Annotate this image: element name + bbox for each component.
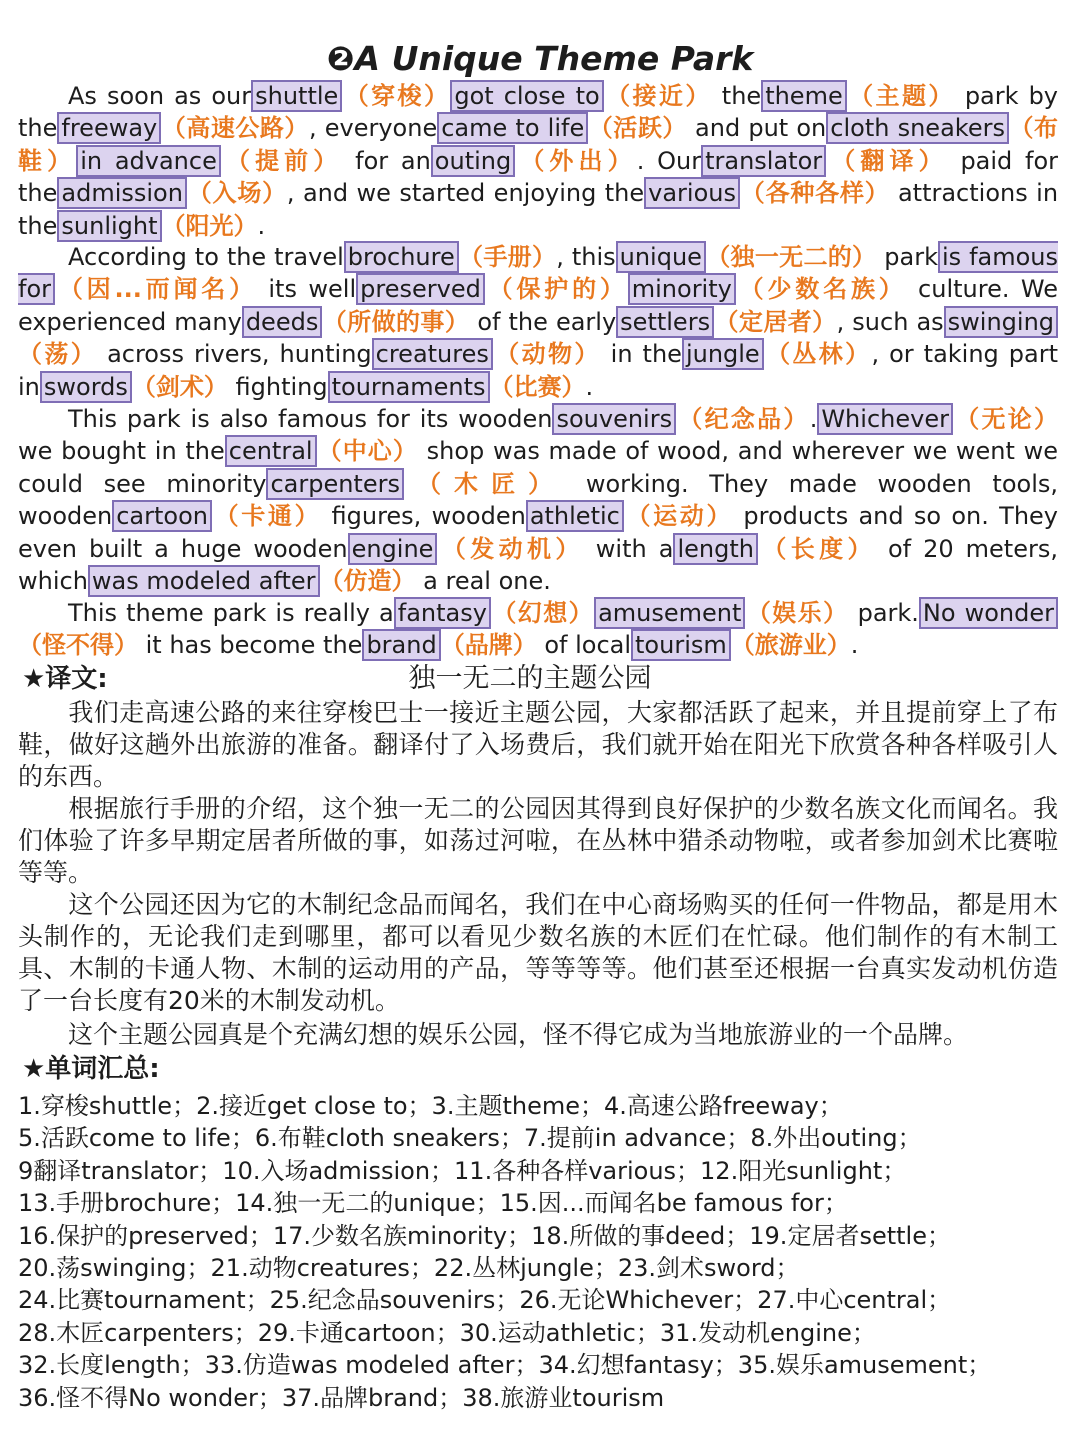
keyword-highlight: tourism <box>631 629 731 661</box>
chinese-gloss: （运动） <box>623 502 734 531</box>
chinese-gloss: （无论） <box>952 405 1059 433</box>
chinese-gloss: （剑术） <box>131 372 228 401</box>
translation-paragraph-1: 我们走高速公路的来往穿梭巴士一接近主题公园，大家都活跃了起来，并且提前穿上了布鞋，做好这趟外出旅游的准备。翻译付了入场费后，我们就开始在阳光下欣赏各种各样吸引人的东西。 <box>18 698 1058 791</box>
chinese-gloss: （娱乐） <box>745 599 849 627</box>
keyword-highlight: carpenters <box>266 468 404 500</box>
passage-text: fighting <box>227 372 328 401</box>
passage-text: As soon as our <box>68 82 252 110</box>
chinese-gloss: （活跃） <box>588 114 687 143</box>
vocab-line: 24.比赛tournament；25.纪念品souvenirs；26.无论Whichever；27.中心central； <box>18 1286 952 1315</box>
keyword-highlight: shuttle <box>251 80 342 112</box>
chinese-gloss: （布鞋） <box>18 114 1059 175</box>
chinese-gloss: （提前） <box>220 146 343 175</box>
vocab-line: 36.怪不得No wonder；37.品牌brand；38.旅游业tourism <box>18 1383 665 1412</box>
keyword-highlight: swords <box>40 371 132 403</box>
passage-text: park. <box>848 599 919 627</box>
chinese-gloss: （纪念品） <box>676 405 810 433</box>
chinese-gloss: （幻想） <box>490 599 595 627</box>
passage-text: its well <box>256 275 357 304</box>
passage-title: ❷A Unique Theme Park <box>326 39 754 78</box>
chinese-gloss: （发动机） <box>437 534 584 563</box>
passage-text: . <box>585 372 594 401</box>
passage-paragraph-1 <box>18 80 1058 242</box>
passage-text: . <box>809 405 818 433</box>
keyword-highlight: was modeled after <box>88 565 320 597</box>
keyword-highlight: length <box>673 533 758 565</box>
keyword-highlight: settlers <box>616 306 714 338</box>
chinese-gloss: （手册） <box>458 243 557 271</box>
chinese-gloss: （入场） <box>186 179 287 208</box>
keyword-highlight: freeway <box>57 112 161 144</box>
passage-text: This theme park is really a <box>68 599 394 627</box>
keyword-highlight: brand <box>362 629 440 661</box>
translation-heading: ★译文: <box>22 664 108 694</box>
passage-text: across rivers, hunting <box>97 340 372 369</box>
translation-paragraph-4: 这个主题公园真是个充满幻想的娱乐公园，怪不得它成为当地旅游业的一个品牌。 <box>68 1020 969 1049</box>
translation-title: 独一无二的主题公园 <box>408 663 652 694</box>
passage-text: for an <box>342 146 431 175</box>
keyword-highlight: translator <box>701 145 826 177</box>
vocab-list <box>18 1090 1068 1414</box>
chinese-gloss: （中心） <box>316 437 418 466</box>
passage-text: working. They made wooden tools, wooden <box>18 469 1059 531</box>
vocab-line: 13.手册brochure；14.独一无二的unique；15.因...而闻名be famous for； <box>18 1189 848 1218</box>
passage-paragraph-3 <box>18 403 1058 597</box>
vocab-line: 1.穿梭shuttle；2.接近get close to；3.主题theme；4.高速公路freeway； <box>18 1092 843 1120</box>
chinese-gloss: （定居者） <box>714 307 837 336</box>
keyword-highlight: admission <box>57 177 187 209</box>
keyword-highlight: brochure <box>344 241 459 273</box>
keyword-highlight: minority <box>628 273 736 305</box>
keyword-highlight: preserved <box>356 273 485 305</box>
chinese-gloss: （阳光） <box>161 211 258 240</box>
passage-text: and put on <box>686 114 827 143</box>
passage-text: the <box>711 82 762 110</box>
keyword-highlight: outing <box>431 145 515 177</box>
chinese-gloss: （翻译） <box>826 146 948 175</box>
passage-text: in the <box>600 340 682 369</box>
passage-text: products and so on. They even built a huge wooden <box>18 502 1059 563</box>
chinese-gloss: （接近） <box>603 82 712 110</box>
passage-text: paid for the <box>18 146 1059 208</box>
keyword-highlight: amusement <box>594 597 745 629</box>
chinese-gloss: （少数名族） <box>735 275 907 304</box>
chinese-gloss: （各种各样） <box>739 179 890 208</box>
passage-text: . Our <box>636 146 702 175</box>
translation-paragraph-3: 这个公园还因为它的木制纪念品而闻名，我们在中心商场购买的任何一件物品，都是用木头制作的，无论我们走到哪里，都可以看见少数名族的木匠们在忙碌。他们制作的有木制工具、木制的卡通人物、木制的运动用的产品，等等等等。他们甚至还根据一台真实发动机仿造了一台长度有20米的木制发动机。 <box>18 890 1058 1015</box>
keyword-highlight: fantasy <box>394 597 491 629</box>
chinese-gloss: （仿造） <box>319 567 416 596</box>
passage-text: park by the <box>18 82 1059 143</box>
keyword-highlight: swinging <box>944 306 1058 338</box>
passage-text: , or taking part in <box>18 340 1058 401</box>
keyword-highlight: got close to <box>450 80 603 112</box>
chinese-gloss: （主题） <box>846 82 955 110</box>
keyword-highlight: sunlight <box>57 210 161 242</box>
keyword-highlight: tournaments <box>328 371 490 403</box>
translation-paragraph-2: 根据旅行手册的介绍，这个独一无二的公园因其得到良好保护的少数名族文化而闻名。我们体验了许多早期定居者所做的事，如荡过河啦，在丛林中猎杀动物啦，或者参加剑术比赛啦等等。 <box>18 794 1058 887</box>
keyword-highlight: in advance <box>76 145 221 177</box>
chinese-gloss: （动物） <box>492 340 601 369</box>
passage-text: with a <box>583 534 674 563</box>
keyword-highlight: creatures <box>372 338 493 370</box>
passage-text: . <box>850 631 859 660</box>
passage-text: , everyone <box>308 114 438 143</box>
passage-text: , this <box>556 243 616 271</box>
chinese-gloss: （卡通） <box>211 502 322 531</box>
passage-text: , and we started enjoying the <box>286 179 645 208</box>
passage-paragraph-2 <box>18 241 1058 403</box>
chinese-gloss: （长度） <box>757 534 876 563</box>
keyword-highlight: deeds <box>242 306 323 338</box>
chinese-gloss: （外出） <box>515 146 637 175</box>
vocab-line: 20.荡swinging；21.动物creatures；22.丛林jungle；23.剑术sword； <box>18 1254 800 1283</box>
passage-text: of local <box>536 631 632 660</box>
vocab-line: 9翻译translator；10.入场admission；11.各种各样various；12.阳光sunlight； <box>18 1156 907 1185</box>
chinese-gloss: （荡） <box>18 340 98 369</box>
keyword-highlight: engine <box>348 533 438 565</box>
chinese-gloss: （丛林） <box>763 340 872 369</box>
chinese-gloss: （高速公路） <box>161 114 309 143</box>
keyword-highlight: came to life <box>437 112 588 144</box>
chinese-gloss: （保护的） <box>484 275 628 304</box>
keyword-highlight: Whichever <box>817 403 953 435</box>
passage-text: of the early <box>469 307 617 336</box>
passage-text: attractions in the <box>18 179 1059 240</box>
chinese-gloss: （怪不得） <box>18 631 138 660</box>
chinese-gloss: （旅游业） <box>730 631 851 660</box>
chinese-gloss: （比赛） <box>489 372 586 401</box>
keyword-highlight: jungle <box>682 338 764 370</box>
keyword-highlight: No wonder <box>919 597 1058 629</box>
passage-text: culture. We experienced many <box>18 275 1059 336</box>
vocab-line: 16.保护的preserved；17.少数名族minority；18.所做的事deed；19.定居者settle； <box>18 1221 951 1250</box>
chinese-gloss: （因...而闻名） <box>55 275 257 304</box>
passage-text: of 20 meters, which <box>18 534 1058 596</box>
chinese-gloss: （木匠） <box>403 469 566 498</box>
keyword-highlight: souvenirs <box>552 403 676 435</box>
chinese-gloss: （品牌） <box>440 631 537 660</box>
chinese-gloss: （所做的事） <box>322 307 470 336</box>
keyword-highlight: athletic <box>526 500 624 532</box>
passage-text: According to the travel <box>68 243 344 271</box>
vocab-line: 28.木匠carpenters；29.卡通cartoon；30.运动athletic；31.发动机engine； <box>18 1318 876 1347</box>
passage-paragraph-4 <box>18 597 1058 662</box>
passage-text: a real one. <box>415 567 551 596</box>
passage-text: This park is also famous for its wooden <box>68 405 553 433</box>
keyword-highlight: theme <box>761 80 847 112</box>
passage-text: it has become the <box>138 631 363 660</box>
vocab-line: 5.活跃come to life；6.布鞋cloth sneakers；7.提前in advance；8.外出outing； <box>18 1124 922 1153</box>
keyword-highlight: cloth sneakers <box>826 112 1009 144</box>
passage-text: , such as <box>836 307 944 336</box>
keyword-highlight: various <box>644 177 740 209</box>
keyword-highlight: is famous for <box>18 243 1059 304</box>
keyword-highlight: unique <box>616 241 706 273</box>
vocab-heading: ★单词汇总: <box>22 1054 160 1084</box>
passage-text: park <box>876 243 938 271</box>
passage-text: shop was made of wood, and wherever we went we could see minority <box>18 437 1059 498</box>
passage-text: . <box>257 211 266 240</box>
passage-text: we bought in the <box>18 437 225 466</box>
passage-text: figures, wooden <box>321 502 526 531</box>
vocab-line: 32.长度length；33.仿造was modeled after；34.幻想fantasy；35.娱乐amusement； <box>18 1351 992 1380</box>
chinese-gloss: （穿梭） <box>342 82 451 110</box>
keyword-highlight: cartoon <box>112 500 212 532</box>
keyword-highlight: central <box>225 435 317 467</box>
chinese-gloss: （独一无二的） <box>705 243 877 271</box>
